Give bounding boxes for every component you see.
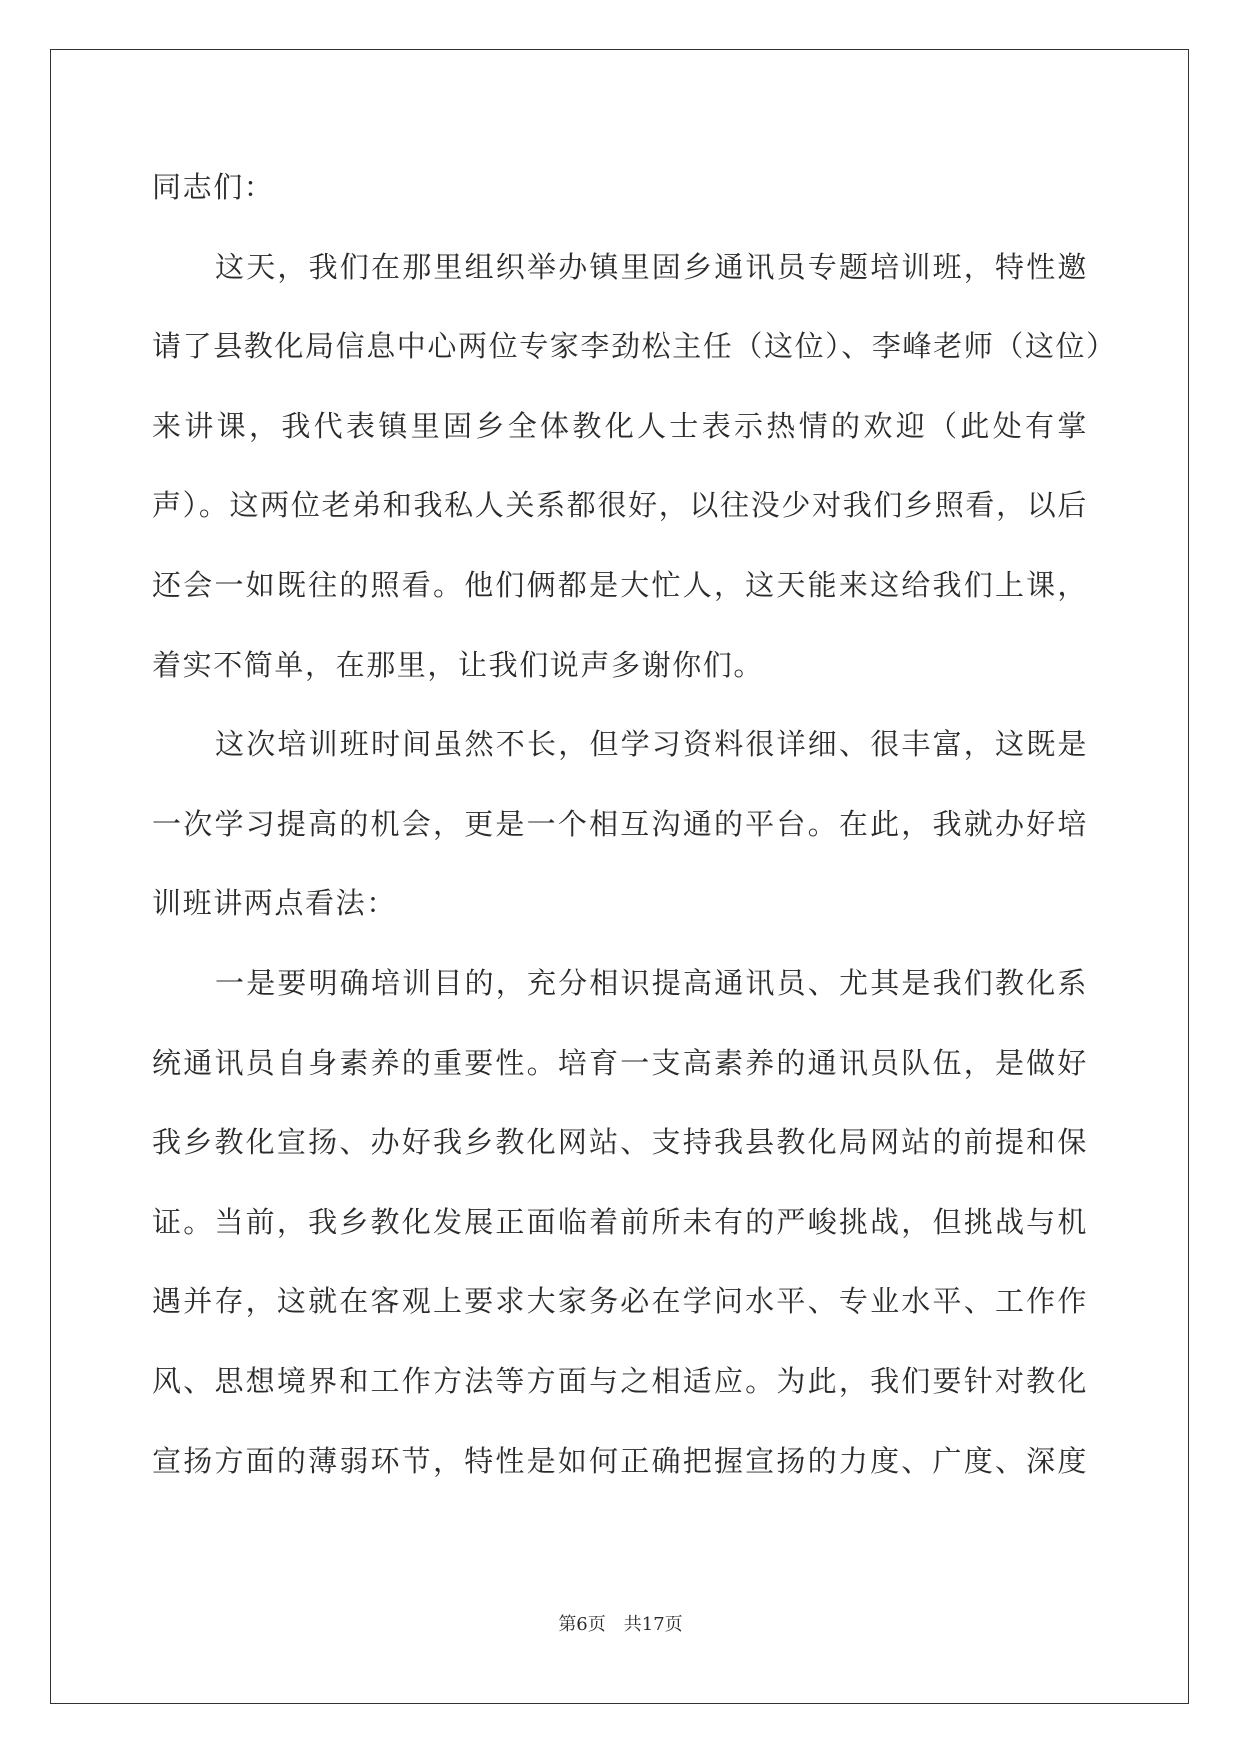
paragraph-line: 请了县教化局信息中心两位专家李劲松主任（这位）、李峰老师（这位） [152,329,1117,364]
paragraph-line: 遇并存，这就在客观上要求大家务必在学问水平、专业水平、工作作 [152,1284,1088,1319]
paragraph-line: 这次培训班时间虽然不长，但学习资料很详细、很丰富，这既是 [215,727,1088,762]
paragraph-line: 我乡教化宣扬、办好我乡教化网站、支持我县教化局网站的前提和保 [152,1125,1088,1160]
paragraph-line: 统通讯员自身素养的重要性。培育一支高素养的通讯员队伍，是做好 [152,1045,1088,1080]
paragraph-line: 这天，我们在那里组织举办镇里固乡通讯员专题培训班，特性邀 [215,249,1088,284]
salutation-line: 同志们： [152,170,275,204]
document-body [152,157,1117,1510]
paragraph-line: 风、思想境界和工作方法等方面与之相适应。为此，我们要针对教化 [152,1363,1088,1398]
paragraph-line: 训班讲两点看法： [152,886,397,921]
paragraph-line: 证。当前，我乡教化发展正面临着前所未有的严峻挑战，但挑战与机 [152,1204,1088,1239]
page-number: 第6页 共17页 [558,1614,683,1635]
paragraph-line: 宣扬方面的薄弱环节，特性是如何正确把握宣扬的力度、广度、深度 [152,1443,1088,1478]
paragraph-line: 着实不简单，在那里，让我们说声多谢你们。 [152,647,765,682]
paragraph-line: 来讲课，我代表镇里固乡全体教化人士表示热情的欢迎（此处有掌 [152,408,1088,443]
paragraph-line: 声）。这两位老弟和我私人关系都很好，以往没少对我们乡照看，以后 [152,488,1088,523]
paragraph-line: 还会一如既往的照看。他们俩都是大忙人，这天能来这给我们上课， [152,567,1088,602]
paragraph-line: 一次学习提高的机会，更是一个相互沟通的平台。在此，我就办好培 [152,806,1088,841]
paragraph-line: 一是要明确培训目的，充分相识提高通讯员、尤其是我们教化系 [215,965,1088,1000]
